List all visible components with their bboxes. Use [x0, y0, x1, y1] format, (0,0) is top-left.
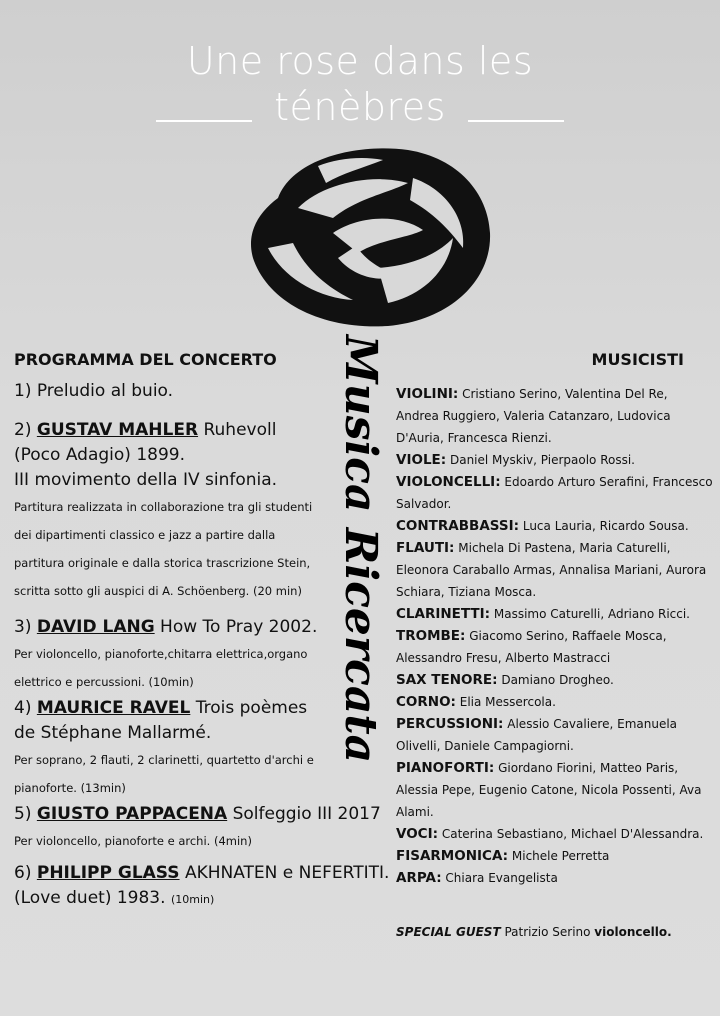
- program-item: 2) GUSTAV MAHLER Ruhevoll (Poco Adagio) 1899. III movimento della IV sinfonia. Partitura realizzata in collaborazione tra gli studenti dei dipartimenti classico e jazz a partire dalla partitura originale e dalla storica trascrizione Stein, scritta sotto gli auspici di A. Schöenberg. (20 min): [14, 420, 313, 598]
- list-item: VOCI: Caterina Sebastiano, Michael D'Alessandra.: [396, 826, 704, 842]
- list-item: FLAUTI: Michela Di Pastena, Maria Caturelli, Eleonora Caraballo Armas, Annalisa Mariani, Aurora Schiara, Tiziana Mosca.: [396, 540, 707, 599]
- list-item: VIOLONCELLI: Edoardo Arturo Serafini, Francesco Salvador.: [396, 474, 713, 511]
- title-line-1: Une rose dans les: [186, 39, 534, 83]
- program-item: 4) MAURICE RAVEL Trois poèmes de Stéphane Mallarmé. Per soprano, 2 flauti, 2 clarinetti, quartetto d'archi e pianoforte. (13min): [14, 698, 314, 795]
- special-guest: SPECIAL GUEST Patrizio Serino violoncello.: [396, 925, 672, 939]
- list-item: PERCUSSIONI: Alessio Cavaliere, Emanuela Olivelli, Daniele Campagiorni.: [396, 716, 678, 753]
- title-rule-right: [468, 120, 564, 122]
- program-section: [14, 350, 394, 912]
- program-item: 3) DAVID LANG How To Pray 2002. Per violoncello, pianoforte,chitarra elettrica,organo elettrico e percussioni. (10min): [14, 617, 318, 689]
- vertical-ensemble-name: Musica Ricercata: [335, 335, 386, 764]
- list-item: FISARMONICA: Michele Perretta: [396, 848, 610, 864]
- program-item: 6) PHILIPP GLASS AKHNATEN e NEFERTITI. (Love duet) 1983. (10min): [14, 863, 390, 908]
- title-line-2-row: [0, 84, 720, 130]
- list-item: PIANOFORTI: Giordano Fiorini, Matteo Paris, Alessia Pepe, Eugenio Catone, Nicola Possenti, Ava Alami.: [396, 760, 702, 819]
- list-item: TROMBE: Giacomo Serino, Raffaele Mosca, Alessandro Fresu, Alberto Mastracci: [396, 628, 667, 665]
- list-item: VIOLE: Daniel Myskiv, Pierpaolo Rossi.: [396, 452, 635, 468]
- list-item: ARPA: Chiara Evangelista: [396, 870, 558, 886]
- poster-title: [0, 38, 720, 130]
- list-item: CLARINETTI: Massimo Caturelli, Adriano Ricci.: [396, 606, 690, 622]
- musicians-section: [396, 350, 714, 939]
- musicians-heading: MUSICISTI: [591, 350, 684, 369]
- program-heading: PROGRAMMA DEL CONCERTO: [14, 350, 277, 369]
- program-item: 5) GIUSTO PAPPACENA Solfeggio III 2017 Per violoncello, pianoforte e archi. (4min): [14, 804, 381, 848]
- musicians-list: [396, 383, 714, 889]
- title-rule-left: [156, 120, 252, 122]
- list-item: SAX TENORE: Damiano Drogheo.: [396, 672, 614, 688]
- list-item: VIOLINI: Cristiano Serino, Valentina Del Re, Andrea Ruggiero, Valeria Catanzaro, Ludovica D'Auria, Francesca Rienzi.: [396, 386, 671, 445]
- list-item: CORNO: Elia Messercola.: [396, 694, 556, 710]
- list-item: CONTRABBASSI: Luca Lauria, Ricardo Sousa.: [396, 518, 689, 534]
- program-item: 1) Preludio al buio.: [14, 381, 174, 401]
- rose-icon: [238, 138, 496, 328]
- title-line-2: ténèbres: [274, 85, 446, 129]
